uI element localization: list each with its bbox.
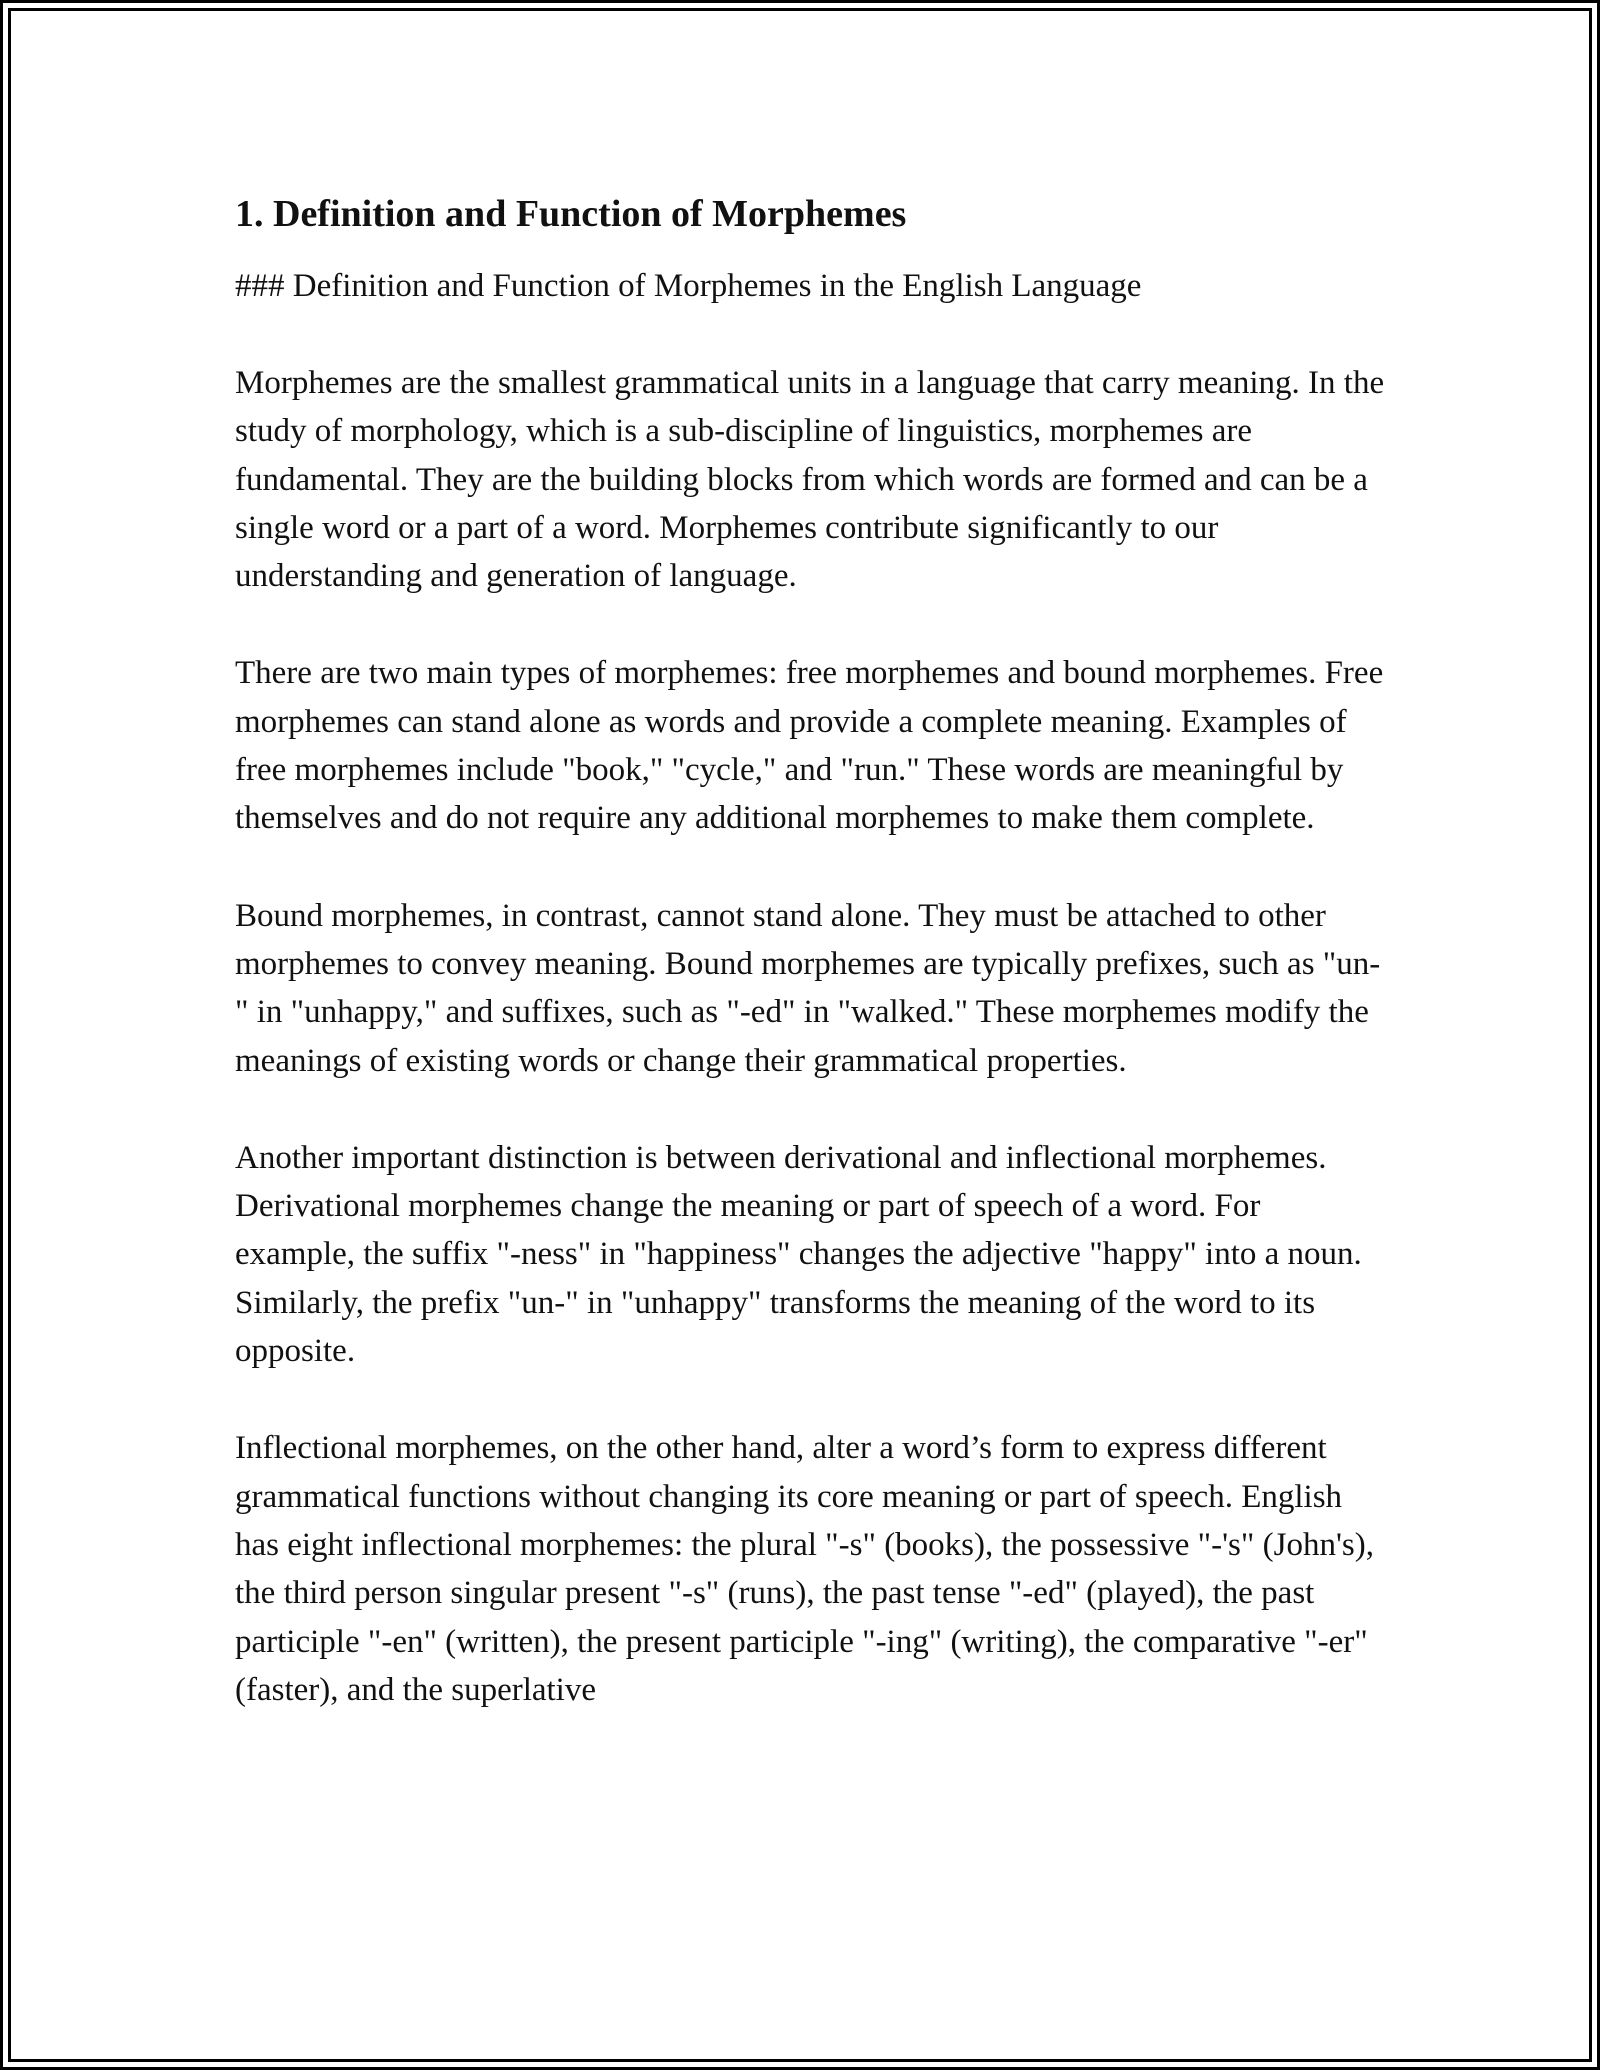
section-title: 1. Definition and Function of Morphemes xyxy=(235,193,907,235)
paragraph-2: There are two main types of morphemes: free morphemes and bound morphemes. Free morphemes can stand alone as words and provide a complete meaning. Examples of free morphemes include "book," "cycle," and "run." These words are meaningful by themselves and do not require any additional morphemes to make them complete. xyxy=(235,655,1384,837)
paragraph-4: Another important distinction is between derivational and inflectional morphemes. Derivational morphemes change the meaning or part of speech of a word. For example, the suffix "-ness" in "happiness" changes the adjective "happy" into a noun. Similarly, the prefix "un-" in "unhappy" transforms the meaning of the word to its opposite. xyxy=(235,1139,1362,1370)
paragraph-5: Inflectional morphemes, on the other hand, alter a word’s form to express different grammatical functions without changing its core meaning or part of speech. English has eight inflectional morphemes: the plural "-s" (books), the possessive "-'s" (John's), the third person singular present "-s" (runs), the past tense "-ed" (played), the past participle "-en" (written), the present participle "-ing" (writing), the comparative "-er" (faster), and the superlative xyxy=(235,1430,1374,1708)
paragraph-1: Morphemes are the smallest grammatical units in a language that carry meaning. In the study of morphology, which is a sub-discipline of linguistics, morphemes are fundamental. They are the building blocks from which words are formed and can be a single word or a part of a word. Morphemes contribute significantly to our understanding and generation of language. xyxy=(235,365,1385,595)
subheading: ### Definition and Function of Morphemes in the English Language xyxy=(235,268,1142,304)
paragraph-3: Bound morphemes, in contrast, cannot stand alone. They must be attached to other morphemes to convey meaning. Bound morphemes are typically prefixes, such as "un-" in "unhappy," and suffixes, such as "-ed" in "walked." These morphemes modify the meanings of existing words or change their grammatical properties. xyxy=(235,897,1381,1079)
document-body xyxy=(235,188,1385,1714)
